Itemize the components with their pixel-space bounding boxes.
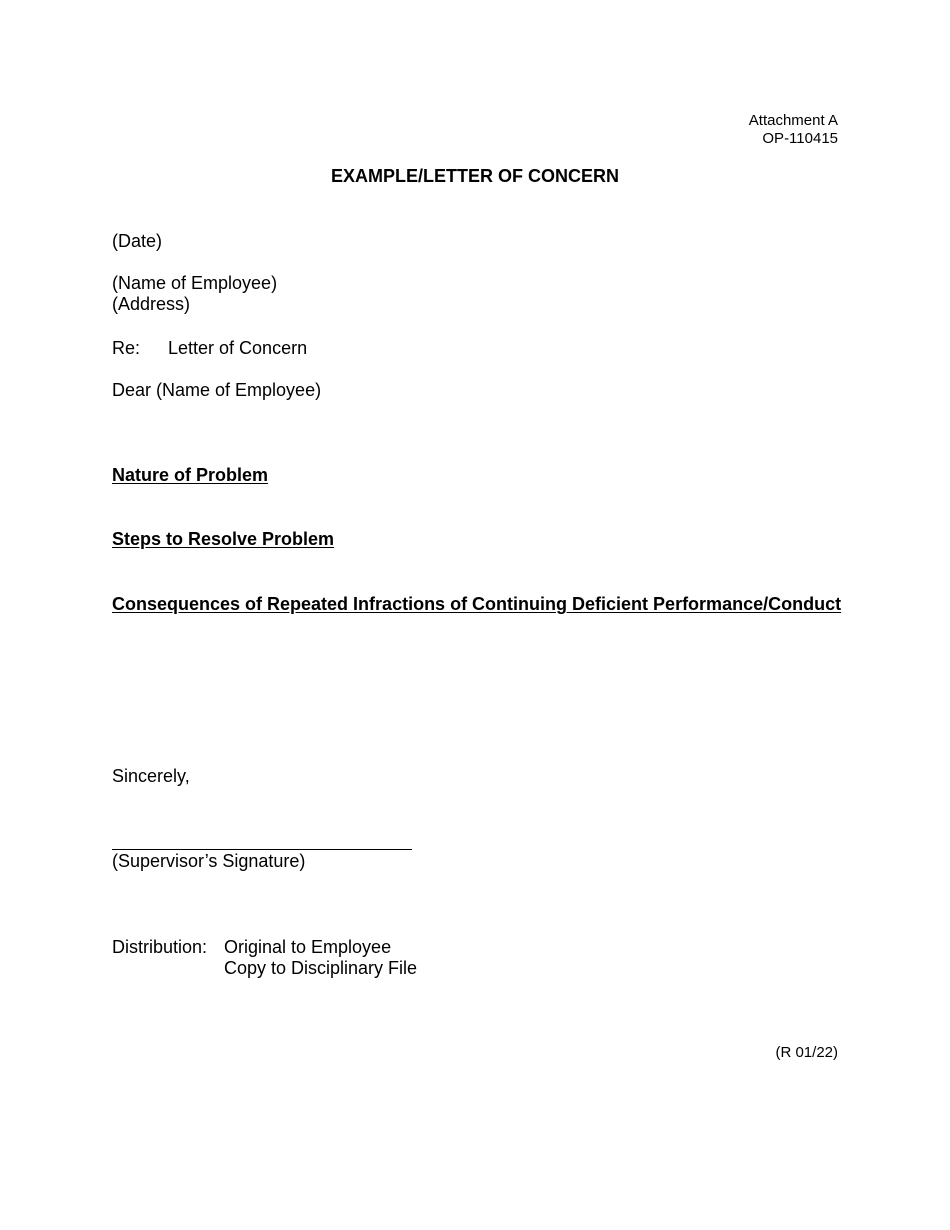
revision-code: (R 01/22)	[775, 1044, 838, 1061]
signature-caption: (Supervisor’s Signature)	[112, 851, 306, 871]
re-subject: Letter of Concern	[168, 338, 308, 358]
re-line	[112, 338, 308, 359]
distribution-list	[224, 937, 417, 979]
distribution-item: Copy to Disciplinary File	[224, 958, 418, 978]
heading-nature-of-problem: Nature of Problem	[112, 465, 269, 485]
address-placeholder: (Address)	[112, 294, 191, 314]
form-number: OP-110415	[762, 130, 838, 147]
attachment-label: Attachment A	[748, 112, 838, 129]
salutation: Dear (Name of Employee)	[112, 380, 322, 400]
date-placeholder: (Date)	[112, 231, 163, 251]
re-label: Re:	[112, 338, 141, 358]
distribution-block	[112, 937, 418, 978]
employee-name-placeholder: (Name of Employee)	[112, 273, 278, 293]
page-title: EXAMPLE/LETTER OF CONCERN	[330, 166, 619, 186]
heading-consequences: Consequences of Repeated Infractions of Continuing Deficient Performance/Conduct	[112, 594, 842, 614]
heading-steps-to-resolve: Steps to Resolve Problem	[112, 529, 335, 549]
distribution-item: Original to Employee	[224, 937, 392, 957]
closing-sincerely: Sincerely,	[112, 766, 190, 786]
distribution-label: Distribution:	[112, 937, 208, 957]
signature-line	[112, 849, 412, 850]
